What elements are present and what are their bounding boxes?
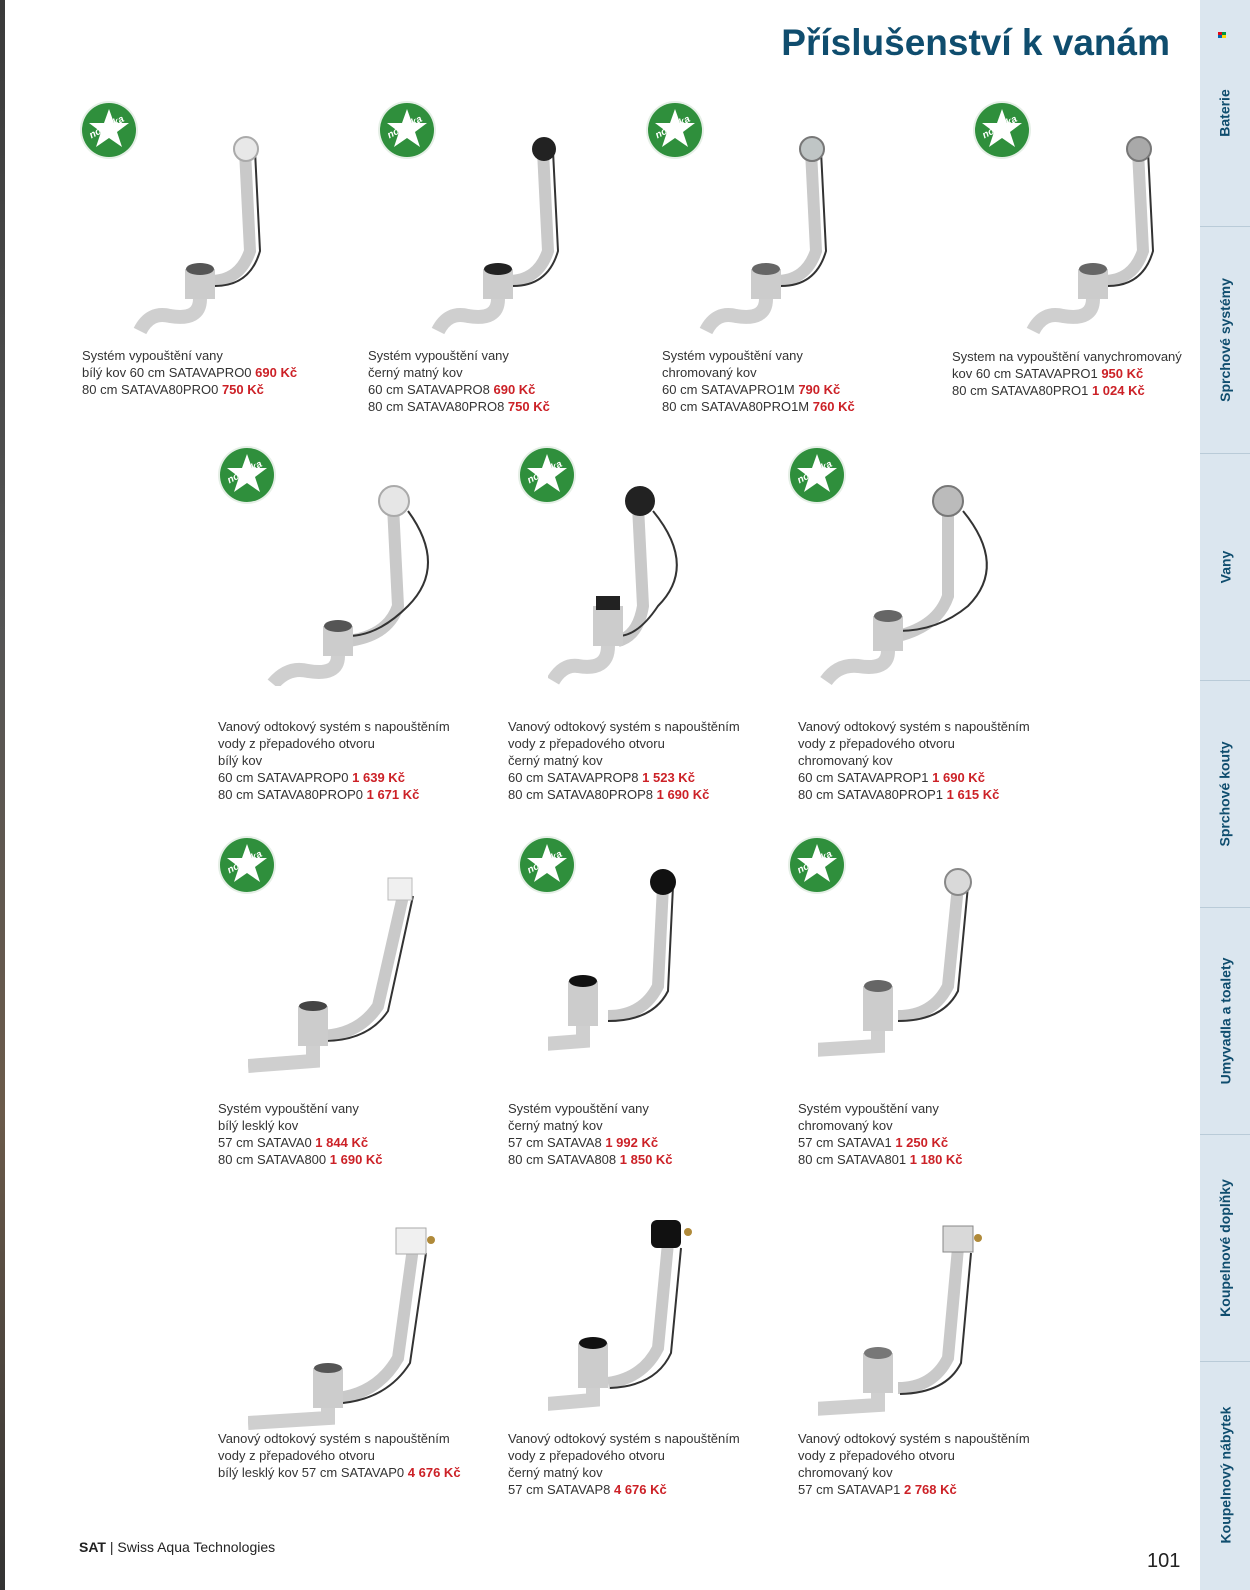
product-card[interactable] bbox=[82, 103, 352, 423]
price: 1 180 Kč bbox=[909, 1152, 963, 1167]
price: 1 690 Kč bbox=[932, 770, 985, 785]
novinka-badge: novinka bbox=[220, 448, 274, 502]
page-number: 101 bbox=[1147, 1550, 1181, 1572]
company-name: Swiss Aqua Technologies bbox=[117, 1539, 276, 1555]
price: 750 Kč bbox=[507, 399, 550, 414]
sidebar-tab-vany[interactable] bbox=[1200, 454, 1250, 681]
price: 4 676 Kč bbox=[613, 1482, 667, 1497]
price: 1 250 Kč bbox=[895, 1135, 949, 1150]
product-description: System na vypouštění vanychromovaný kov 60 cm SATAVAPRO1 950 Kč 80 cm SATAVA80PRO1 1 024 Kč bbox=[952, 349, 1182, 398]
bath-filler-pipe-image bbox=[548, 466, 748, 686]
sidebar-tab-label: Baterie bbox=[1217, 89, 1233, 137]
product-card[interactable] bbox=[952, 103, 1245, 423]
product-card[interactable] bbox=[790, 1200, 1060, 1520]
price: 1 690 Kč bbox=[656, 787, 710, 802]
footer-brand bbox=[79, 1539, 275, 1555]
page-edge bbox=[0, 0, 5, 1590]
price: 1 850 Kč bbox=[619, 1152, 673, 1167]
price: 1 671 Kč bbox=[366, 787, 420, 802]
product-description: Vanový odtokový systém s napouštěním vody z přepadového otvoru chromovaný kov 57 cm SATAVAP1 2 768 Kč bbox=[798, 1431, 1030, 1497]
bath-waste-pipe-image bbox=[248, 856, 448, 1076]
product-description: Vanový odtokový systém s napouštěním vody z přepadového otvoru černý matný kov 60 cm SATAVAPROP8 1 523 Kč 80 cm SATAVA80PROP8 1 690 Kč bbox=[508, 719, 740, 802]
bath-waste-pipe-image bbox=[1003, 121, 1203, 341]
bath-filler-pipe-image bbox=[248, 1218, 448, 1438]
sidebar-tab-label: Umyvadla a toalety bbox=[1217, 957, 1233, 1085]
bath-waste-pipe-image bbox=[818, 856, 1018, 1076]
product-card[interactable] bbox=[508, 838, 790, 1168]
bath-waste-pipe-image bbox=[110, 121, 310, 341]
product-description: Vanový odtokový systém s napouštěním vody z přepadového otvoru bílý kov 60 cm SATAVAPROP0 1 639 Kč 80 cm SATAVA80PROP0 1 671 Kč bbox=[218, 719, 450, 802]
product-card[interactable] bbox=[508, 1200, 790, 1520]
novinka-badge: novinka bbox=[648, 103, 702, 157]
bath-waste-pipe-image bbox=[676, 121, 876, 341]
sidebar-tab-label: Vany bbox=[1216, 550, 1233, 584]
bath-waste-pipe-image bbox=[408, 121, 608, 341]
footer-separator: | bbox=[105, 1539, 118, 1555]
price: 1 844 Kč bbox=[315, 1135, 369, 1150]
product-description: Systém vypouštění vany chromovaný kov 60 cm SATAVAPRO1M 790 Kč 80 cm SATAVA80PRO1M 760 Kč bbox=[662, 348, 855, 414]
price: 4 676 Kč bbox=[407, 1465, 461, 1480]
bath-filler-pipe-image bbox=[548, 1218, 748, 1438]
price: 2 768 Kč bbox=[903, 1482, 957, 1497]
price: 1 615 Kč bbox=[946, 787, 1000, 802]
sidebar-tab-umyvadla[interactable] bbox=[1200, 908, 1250, 1135]
product-description: Vanový odtokový systém s napouštěním vody z přepadového otvoru černý matný kov 57 cm SATAVAP8 4 676 Kč bbox=[508, 1431, 740, 1497]
price: 760 Kč bbox=[812, 399, 855, 414]
product-description: Systém vypouštění vany černý matný kov 60 cm SATAVAPRO8 690 Kč 80 cm SATAVA80PRO8 750 Kč bbox=[368, 348, 550, 414]
price: 1 523 Kč bbox=[642, 770, 695, 785]
price: 1 639 Kč bbox=[352, 770, 405, 785]
sidebar-tab-doplnky[interactable] bbox=[1200, 1135, 1250, 1362]
price: 1 024 Kč bbox=[1091, 383, 1145, 398]
flag-icon bbox=[1218, 32, 1227, 39]
page-title: Příslušenství k vanám bbox=[781, 22, 1170, 63]
product-description: Vanový odtokový systém s napouštěním vody z přepadového otvoru bílý lesklý kov 57 cm SATAVAP0 4 676 Kč bbox=[218, 1431, 461, 1480]
bath-filler-pipe-image bbox=[818, 466, 1018, 686]
sidebar-tab-nabytek[interactable] bbox=[1200, 1362, 1250, 1588]
novinka-badge: novinka bbox=[380, 103, 434, 157]
novinka-badge: novinka bbox=[520, 838, 574, 892]
novinka-badge: novinka bbox=[790, 838, 844, 892]
product-description: Systém vypouštění vany chromovaný kov 57 cm SATAVA1 1 250 Kč 80 cm SATAVA801 1 180 Kč bbox=[798, 1101, 963, 1167]
product-card[interactable] bbox=[220, 838, 490, 1168]
price: 690 Kč bbox=[255, 365, 298, 380]
price: 1 992 Kč bbox=[605, 1135, 659, 1150]
product-card[interactable] bbox=[648, 103, 918, 423]
novinka-badge: novinka bbox=[975, 103, 1029, 157]
novinka-badge: novinka bbox=[790, 448, 844, 502]
product-description: Systém vypouštění vany černý matný kov 57 cm SATAVA8 1 992 Kč 80 cm SATAVA808 1 850 Kč bbox=[508, 1101, 673, 1167]
product-card[interactable] bbox=[368, 103, 650, 423]
sidebar-tab-label: Sprchové systémy bbox=[1217, 278, 1234, 402]
bath-waste-pipe-image bbox=[548, 856, 748, 1076]
sidebar-tab-sprchove-kouty[interactable] bbox=[1200, 681, 1250, 908]
novinka-badge: novinka bbox=[220, 838, 274, 892]
brand-logo-text: SAT bbox=[79, 1539, 106, 1555]
bath-filler-pipe-image bbox=[818, 1218, 1018, 1438]
price: 1 690 Kč bbox=[329, 1152, 383, 1167]
product-card[interactable] bbox=[508, 448, 790, 808]
price: 950 Kč bbox=[1101, 366, 1144, 381]
product-card[interactable] bbox=[220, 1200, 490, 1520]
product-card[interactable] bbox=[790, 838, 1060, 1168]
price: 750 Kč bbox=[221, 382, 264, 397]
product-description: Systém vypouštění vany bílý kov 60 cm SATAVAPRO0 690 Kč 80 cm SATAVA80PRO0 750 Kč bbox=[82, 348, 298, 397]
product-card[interactable] bbox=[790, 448, 1060, 808]
sidebar-tab-label: Koupelnový nábytek bbox=[1217, 1406, 1234, 1544]
price: 690 Kč bbox=[493, 382, 536, 397]
product-description: Systém vypouštění vany bílý lesklý kov 57 cm SATAVA0 1 844 Kč 80 cm SATAVA800 1 690 Kč bbox=[218, 1101, 383, 1167]
novinka-badge: novinka bbox=[520, 448, 574, 502]
novinka-badge: novinka bbox=[82, 103, 136, 157]
bath-filler-pipe-image bbox=[248, 466, 448, 686]
product-description: Vanový odtokový systém s napouštěním vody z přepadového otvoru chromovaný kov 60 cm SATAVAPROP1 1 690 Kč 80 cm SATAVA80PROP1 1 615 Kč bbox=[798, 719, 1030, 802]
sidebar-tab-label: Sprchové kouty bbox=[1217, 741, 1233, 847]
product-card[interactable] bbox=[220, 448, 490, 808]
price: 790 Kč bbox=[798, 382, 841, 397]
sidebar-tab-label: Koupelnové doplňky bbox=[1217, 1179, 1233, 1317]
